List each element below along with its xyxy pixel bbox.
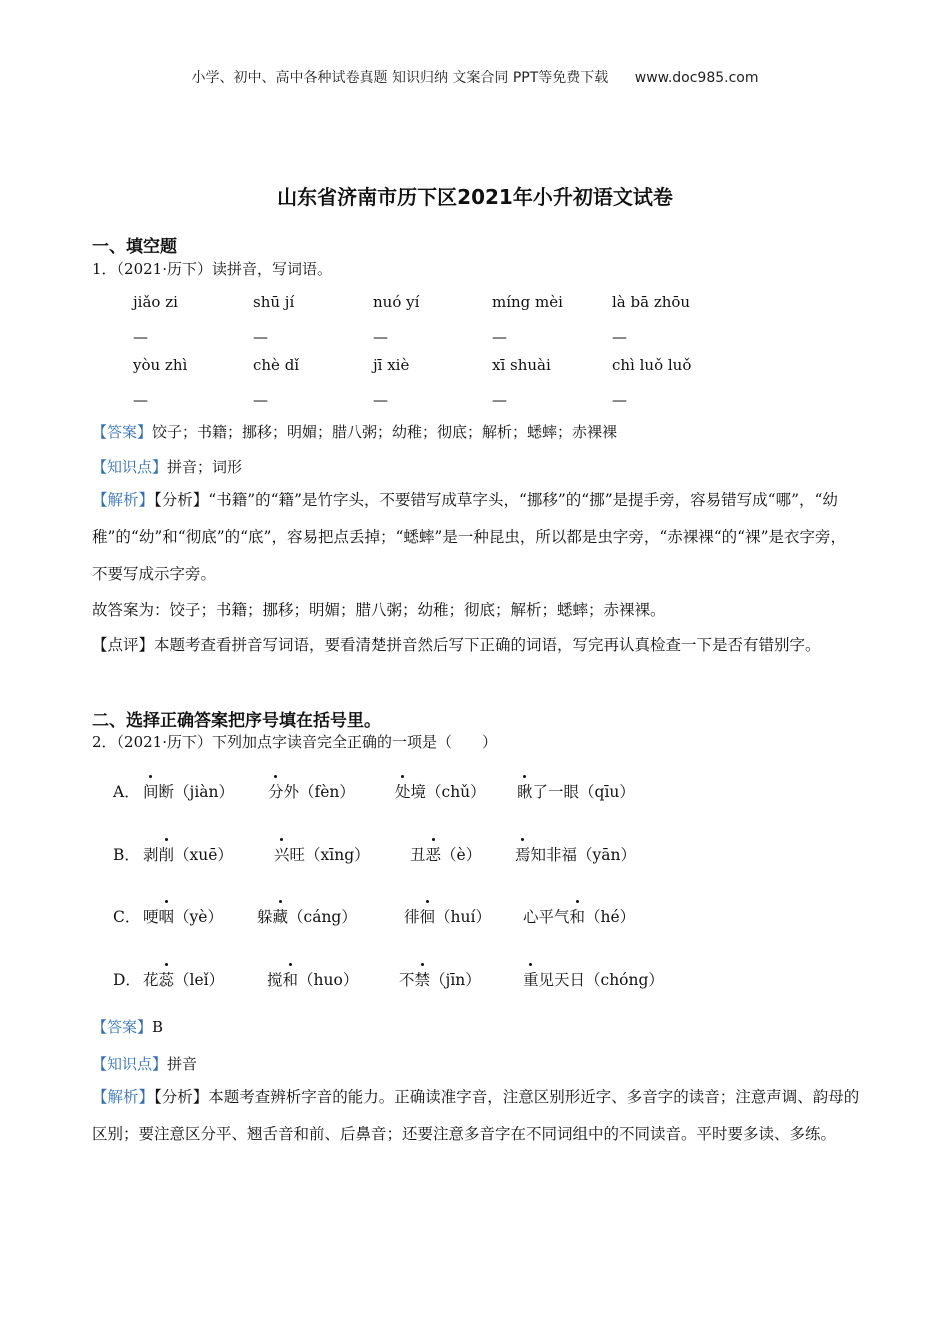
option-label[interactable]: A． (113, 783, 140, 801)
pinyin-item: là bā zhōu (612, 293, 691, 311)
option-item (395, 780, 486, 802)
option-item-suffix: （jīn） (430, 971, 481, 989)
section-1-heading: 一、填空题 (92, 237, 177, 257)
analysis-tag: 【解析】 (92, 491, 155, 509)
option-item (267, 968, 358, 990)
option-item (517, 780, 635, 802)
option-item-suffix: 旺（xīng） (289, 846, 370, 864)
dotted-character: 焉 (515, 843, 531, 865)
option-item-prefix: 哽 (143, 908, 159, 926)
option-item-suffix: （leǐ） (174, 971, 225, 989)
option-item-prefix: 心平气 (523, 908, 570, 926)
answer-blank[interactable]: — (253, 391, 268, 409)
answer-text: B (152, 1018, 164, 1036)
option-item-prefix: 躲 (257, 908, 273, 926)
knowledge-point-tag: 【知识点】 (92, 458, 168, 476)
option-item (143, 843, 233, 865)
dotted-character: 和 (570, 905, 586, 927)
pinyin-item: chè dǐ (253, 356, 300, 374)
pinyin-item: nuó yí (373, 293, 420, 311)
knowledge-point-2 (92, 1053, 197, 1074)
option-item-suffix: 知非福（yān） (530, 846, 636, 864)
pinyin-item: chì luǒ luǒ (612, 356, 692, 374)
header-site-link[interactable]: www.doc985.com (634, 70, 759, 86)
option-item (523, 905, 635, 927)
option-item (143, 905, 223, 927)
option-item (399, 968, 481, 990)
knowledge-point-1 (92, 456, 242, 477)
knowledge-point-tag: 【知识点】 (92, 1055, 168, 1073)
pinyin-item: yòu zhì (133, 356, 188, 374)
answer-blank[interactable]: — (492, 391, 507, 409)
option-label[interactable]: C． (113, 908, 141, 926)
answer-text: 饺子；书籍；挪移；明媚；腊八粥；幼稚；彻底；解析；蟋蟀；赤裸裸 (152, 423, 618, 441)
option-item (404, 905, 491, 927)
option-item-suffix: （cáng） (288, 908, 357, 926)
option-item (410, 843, 481, 865)
dotted-character: 禁 (415, 968, 431, 990)
dotted-character: 削 (159, 843, 175, 865)
dotted-character: 间 (143, 780, 159, 802)
option-label[interactable]: D． (113, 971, 141, 989)
option-item-prefix: 丑 (410, 846, 426, 864)
analysis-text: 【分析】本题考查辨析字音的能力。正确读准字音，注意区别形近字、多音字的读音；注意声调、韵母的区别；要注意区分平、翘舌音和前、后鼻音；还要注意多音字在不同词组中的不同读音。平时要多读、多练。 (92, 1088, 860, 1143)
dotted-character: 分 (268, 780, 284, 802)
option-item (143, 780, 234, 802)
dotted-character: 重 (523, 968, 539, 990)
answer-1 (92, 421, 617, 442)
pinyin-item: jiǎo zi (133, 293, 178, 311)
option-item-suffix: 断（jiàn） (158, 783, 235, 801)
pinyin-item: míng mèi (492, 293, 563, 311)
dotted-character: 徊 (420, 905, 436, 927)
analysis-1 (92, 482, 860, 593)
answer-blank[interactable]: — (133, 328, 148, 346)
answer-blank[interactable]: — (373, 391, 388, 409)
comment-1: 【点评】本题考查看拼音写词语，要看清楚拼音然后写下正确的词语，写完再认真检查一下是否有错别字。 (92, 636, 821, 654)
dotted-character: 藏 (273, 905, 289, 927)
analysis-tag: 【解析】 (92, 1088, 155, 1106)
section-2-heading: 二、选择正确答案把序号填在括号里。 (92, 711, 381, 731)
dotted-character: 兴 (274, 843, 290, 865)
option-item-suffix: （è） (441, 846, 482, 864)
option-item (274, 843, 370, 865)
option-item-prefix: 不 (399, 971, 415, 989)
option-item-suffix: （xuē） (174, 846, 233, 864)
option-item-suffix: （hé） (585, 908, 636, 926)
option-item (523, 968, 664, 990)
answer-tag: 【答案】 (92, 423, 153, 441)
option-item-prefix: 剥 (143, 846, 159, 864)
option-label[interactable]: B． (113, 846, 140, 864)
option-item-suffix: 了一眼（qīu） (532, 783, 635, 801)
pinyin-item: jī xiè (373, 356, 410, 374)
option-item-suffix: （huí） (435, 908, 491, 926)
dotted-character: 咽 (159, 905, 175, 927)
answer-blank[interactable]: — (612, 391, 627, 409)
knowledge-point-text: 拼音 (167, 1055, 198, 1073)
option-item-suffix: 外（fèn） (283, 783, 355, 801)
option-item (515, 843, 636, 865)
option-item-prefix: 徘 (404, 908, 420, 926)
dotted-character: 恶 (426, 843, 442, 865)
option-item (143, 968, 224, 990)
answer-tag: 【答案】 (92, 1018, 153, 1036)
question-1-text: 1．（2021·历下）读拼音，写词语。 (92, 260, 332, 278)
dotted-character: 和 (283, 968, 299, 990)
dotted-character: 处 (395, 780, 411, 802)
analysis-2 (92, 1079, 860, 1153)
pinyin-item: xī shuài (492, 356, 551, 374)
header-text: 小学、初中、高中各种试卷真题 知识归纳 文案合同 PPT等免费下载 (191, 70, 609, 86)
answer-blank[interactable]: — (492, 328, 507, 346)
option-item-prefix: 搅 (267, 971, 283, 989)
answer-blank[interactable]: — (612, 328, 627, 346)
option-item (268, 780, 355, 802)
analysis-text: 【分析】“书籍”的“籍”是竹字头，不要错写成草字头，“挪移”的“挪”是提手旁，容易错写成“哪”，“幼稚”的“幼”和“彻底”的“底”，容易把点丢掉；“蟋蟀”是一种昆虫，所以都是虫字旁，“赤裸裸“的“裸”是衣字旁，不要写成示字旁。 (92, 491, 847, 583)
question-2-text: 2．（2021·历下）下列加点字读音完全正确的一项是（ ） (92, 733, 497, 751)
answer-blank[interactable]: — (253, 328, 268, 346)
page-header (0, 67, 950, 87)
answer-blank[interactable]: — (133, 391, 148, 409)
option-item-prefix: 花 (143, 971, 159, 989)
conclusion-1: 故答案为：饺子；书籍；挪移；明媚；腊八粥；幼稚；彻底；解析；蟋蟀；赤裸裸。 (92, 601, 666, 619)
pinyin-item: shū jí (253, 293, 295, 311)
option-item-suffix: 见天日（chóng） (538, 971, 664, 989)
dotted-character: 蕊 (159, 968, 175, 990)
answer-blank[interactable]: — (373, 328, 388, 346)
page-title: 山东省济南市历下区2021年小升初语文试卷 (277, 185, 673, 209)
option-item-suffix: （huo） (298, 971, 359, 989)
option-item-suffix: 境（chǔ） (410, 783, 486, 801)
dotted-character: 瞅 (517, 780, 533, 802)
knowledge-point-text: 拼音；词形 (167, 458, 243, 476)
option-item (257, 905, 357, 927)
option-item-suffix: （yè） (174, 908, 223, 926)
answer-2 (92, 1016, 163, 1037)
